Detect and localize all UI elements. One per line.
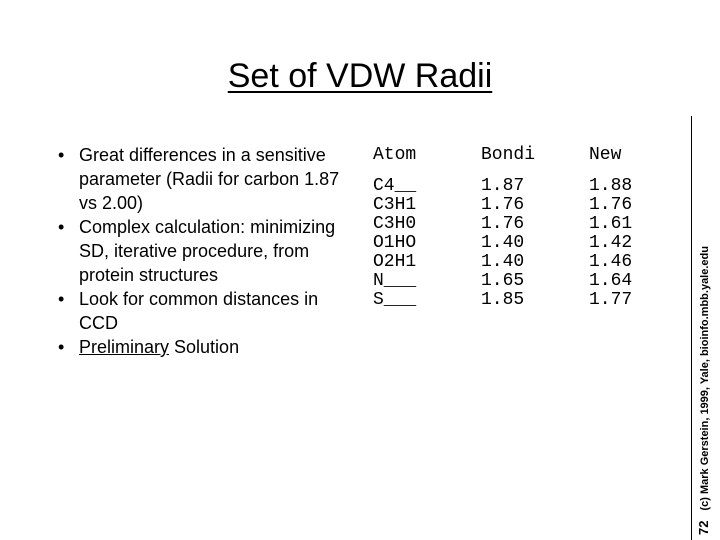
atom-cell: O1HO [373, 233, 417, 253]
new-cell: 1.77 [589, 290, 633, 310]
slide-title-text: Set of VDW Radii [227, 57, 493, 95]
atom-column [373, 143, 416, 310]
bullet-item-preliminary [58, 335, 358, 359]
atom-cell: O2H1 [373, 252, 417, 272]
new-cell: 1.88 [589, 176, 633, 196]
new-cell: 1.76 [589, 195, 633, 215]
bondi-cell: 1.76 [481, 195, 525, 215]
atom-cell: N___ [373, 271, 417, 291]
bondi-cell: 1.40 [481, 252, 525, 272]
bondi-cell: 1.40 [481, 233, 525, 253]
bondi-cell: 1.76 [481, 214, 525, 234]
side-footer [694, 115, 714, 535]
bullet-item: • Look for common distances in CCD [58, 287, 358, 335]
bondi-cell: 1.85 [481, 290, 525, 310]
bondi-cell: 1.65 [481, 271, 525, 291]
new-cell: 1.61 [589, 214, 633, 234]
new-header: New [589, 145, 622, 165]
new-cell: 1.42 [589, 233, 633, 253]
new-cell: 1.46 [589, 252, 633, 272]
atom-cell: C4__ [373, 176, 417, 196]
bondi-header: Bondi [481, 145, 536, 165]
bondi-column [481, 143, 535, 310]
atom-header: Atom [373, 145, 417, 165]
bullet-item: • Complex calculation: minimizing SD, iterative procedure, from protein structures [58, 215, 358, 287]
preliminary-word: Preliminary [79, 337, 170, 357]
bullet-item: • Great differences in a sensitive parameter (Radii for carbon 1.87 vs 2.00) [58, 143, 358, 215]
atom-cell: S___ [373, 290, 417, 310]
slide-number: 72 [696, 520, 711, 535]
bondi-cell: 1.87 [481, 176, 525, 196]
slide-title [0, 54, 720, 98]
side-divider [691, 116, 692, 540]
atom-cell: C3H0 [373, 214, 417, 234]
copyright-credit: (c) Mark Gerstein, 1999, Yale, bioinfo.mbb.yale.edu [699, 246, 711, 511]
atom-cell: C3H1 [373, 195, 417, 215]
solution-word: Solution [169, 337, 240, 357]
new-cell: 1.64 [589, 271, 633, 291]
new-column [589, 143, 632, 310]
bullet-list [58, 143, 358, 359]
